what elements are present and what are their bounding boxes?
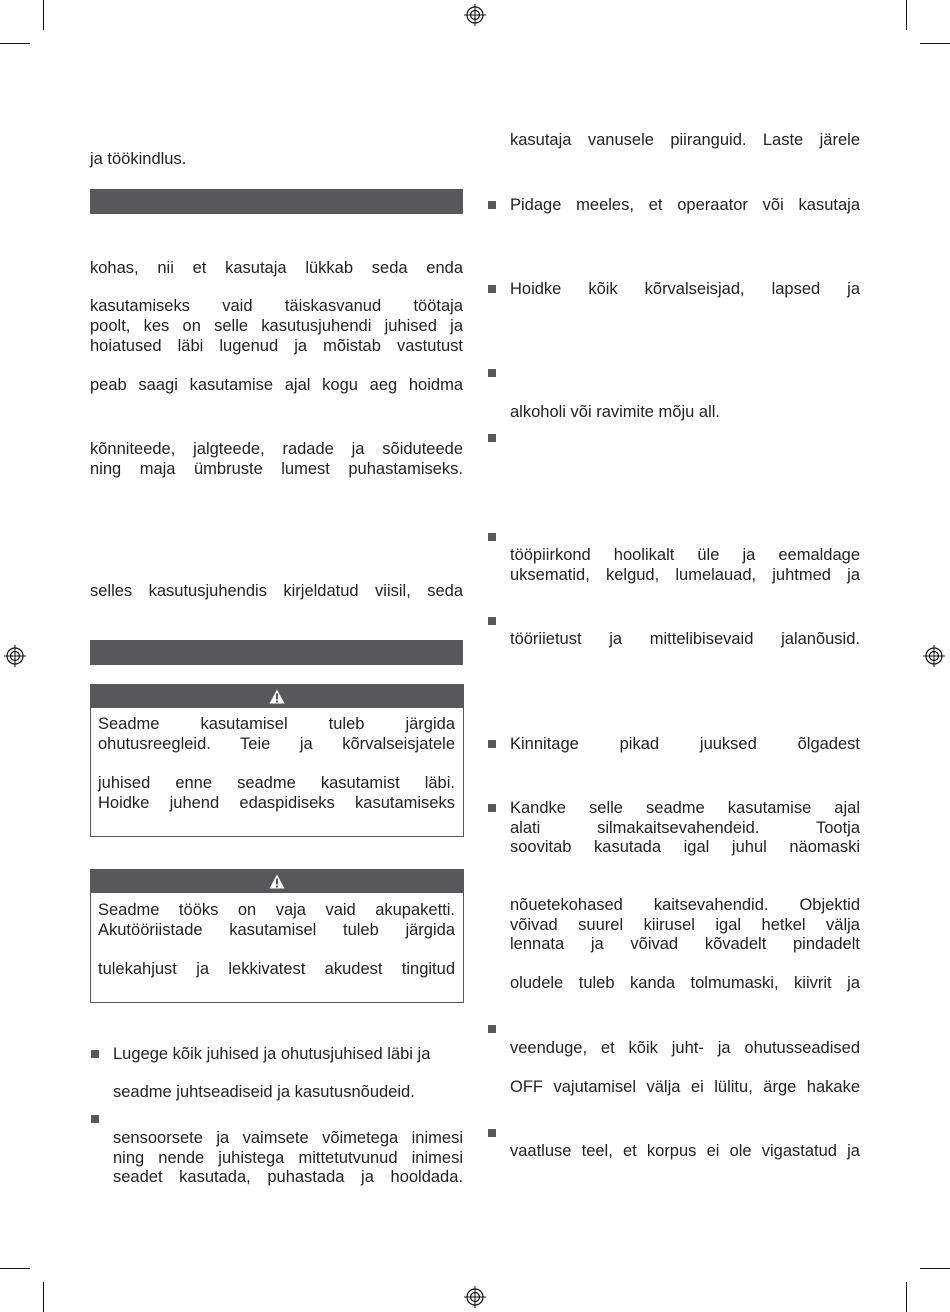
warning-header xyxy=(91,685,463,708)
warning-text-line: Seadme tööks on vaja vaid akupaketti. xyxy=(98,901,455,919)
bullet-text-line: Hoidke kõik kõrvalseisjad, lapsed ja xyxy=(510,280,860,298)
bullet-text-line: lennata ja võivad kõvadelt pindadelt xyxy=(510,935,860,953)
bullet-text-line: veenduge, et kõik juht- ja ohutusseadised xyxy=(510,1039,860,1057)
square-bullet-icon xyxy=(488,804,496,812)
warning-triangle-icon xyxy=(269,689,285,704)
square-bullet-icon xyxy=(488,533,496,541)
body-text-line: kõnniteede, jalgteede, radade ja sõiduteede xyxy=(90,440,463,458)
bullet-text-line: ning nende juhistega mittetutvunud inimesi xyxy=(113,1149,463,1167)
square-bullet-icon xyxy=(488,434,496,442)
registration-mark-icon xyxy=(464,1286,486,1308)
crop-mark xyxy=(920,1268,950,1269)
registration-mark-icon xyxy=(464,4,486,26)
section-header-bar xyxy=(90,640,463,665)
square-bullet-icon xyxy=(488,369,496,377)
bullet-text-line: Pidage meeles, et operaator või kasutaja xyxy=(510,196,860,214)
registration-mark-icon xyxy=(4,645,26,667)
square-bullet-icon xyxy=(488,285,496,293)
square-bullet-icon xyxy=(488,617,496,625)
bullet-text-line: vaatluse teel, et korpus ei ole vigastatud ja xyxy=(510,1142,860,1160)
body-text-line: ning maja ümbruste lumest puhastamiseks. xyxy=(90,460,463,478)
bullet-text-line: OFF vajutamisel välja ei lülitu, ärge hakake xyxy=(510,1078,860,1096)
bullet-text-line: sensoorsete ja vaimsete võimetega inimesi xyxy=(113,1129,463,1147)
bullet-text-line: Lugege kõik juhised ja ohutusjuhised läbi ja xyxy=(113,1045,431,1063)
crop-mark xyxy=(0,43,30,44)
crop-mark xyxy=(906,1282,907,1312)
crop-mark xyxy=(43,1282,44,1312)
warning-text-line: Hoidke juhend edaspidiseks kasutamiseks xyxy=(98,794,455,812)
crop-mark xyxy=(0,1268,30,1269)
warning-text-line: Akutööriistade kasutamisel tuleb järgida xyxy=(98,921,455,939)
bullet-text-line: seadet kasutada, puhastada ja hooldada. xyxy=(113,1168,463,1186)
bullet-text-line: oludele tuleb kanda tolmumaski, kiivrit ja xyxy=(510,974,860,992)
square-bullet-icon xyxy=(488,1025,496,1033)
warning-triangle-icon xyxy=(269,874,285,889)
registration-mark-icon xyxy=(923,645,945,667)
warning-text-line: Seadme kasutamisel tuleb järgida xyxy=(98,715,455,733)
square-bullet-icon xyxy=(91,1050,99,1058)
square-bullet-icon xyxy=(488,1129,496,1137)
body-text-line: kasutamiseks vaid täiskasvanud töötaja xyxy=(90,297,463,315)
crop-mark xyxy=(906,0,907,30)
square-bullet-icon xyxy=(91,1115,99,1123)
body-text-line: kohas, nii et kasutaja lükkab seda enda xyxy=(90,259,463,277)
bullet-text-line: tööriietust ja mittelibisevaid jalanõusid. xyxy=(510,630,860,648)
warning-header xyxy=(91,870,463,893)
body-text-line: peab saagi kasutamise ajal kogu aeg hoidma xyxy=(90,376,463,394)
warning-text-line: tulekahjust ja lekkivatest akudest tingitud xyxy=(98,960,455,978)
warning-text-line: ohutusreegleid. Teie ja kõrvalseisjatele xyxy=(98,735,455,753)
warning-box xyxy=(90,684,464,837)
body-text-line: ja töökindlus. xyxy=(90,150,187,168)
warning-text-line: juhised enne seadme kasutamist läbi. xyxy=(98,774,455,792)
bullet-text-line: tööpiirkond hoolikalt üle ja eemaldage xyxy=(510,546,860,564)
crop-mark xyxy=(43,0,44,30)
section-header-bar xyxy=(90,189,463,214)
square-bullet-icon xyxy=(488,740,496,748)
square-bullet-icon xyxy=(488,201,496,209)
crop-mark xyxy=(920,43,950,44)
body-text-line: poolt, kes on selle kasutusjuhendi juhised ja xyxy=(90,317,463,335)
body-text-line: hoiatused läbi lugenud ja mõistab vastutust xyxy=(90,337,463,355)
bullet-text-line: Kinnitage pikad juuksed õlgadest xyxy=(510,735,860,753)
bullet-text-line: soovitab kasutada igal juhul näomaski xyxy=(510,838,860,856)
bullet-text-line: võivad suurel kiirusel igal hetkel välja xyxy=(510,916,860,934)
bullet-text-line: seadme juhtseadiseid ja kasutusnõudeid. xyxy=(113,1083,415,1101)
bullet-text-line: uksematid, kelgud, lumelauad, juhtmed ja xyxy=(510,566,860,584)
bullet-text-line: Kandke selle seadme kasutamise ajal xyxy=(510,799,860,817)
body-text-line: selles kasutusjuhendis kirjeldatud viisil, seda xyxy=(90,582,463,600)
body-text-line: kasutaja vanusele piiranguid. Laste järele xyxy=(510,131,860,149)
bullet-text-line: alkoholi või ravimite mõju all. xyxy=(510,403,720,421)
bullet-text-line: nõuetekohased kaitsevahendid. Objektid xyxy=(510,896,860,914)
bullet-text-line: alati silmakaitsevahendeid. Tootja xyxy=(510,819,860,837)
